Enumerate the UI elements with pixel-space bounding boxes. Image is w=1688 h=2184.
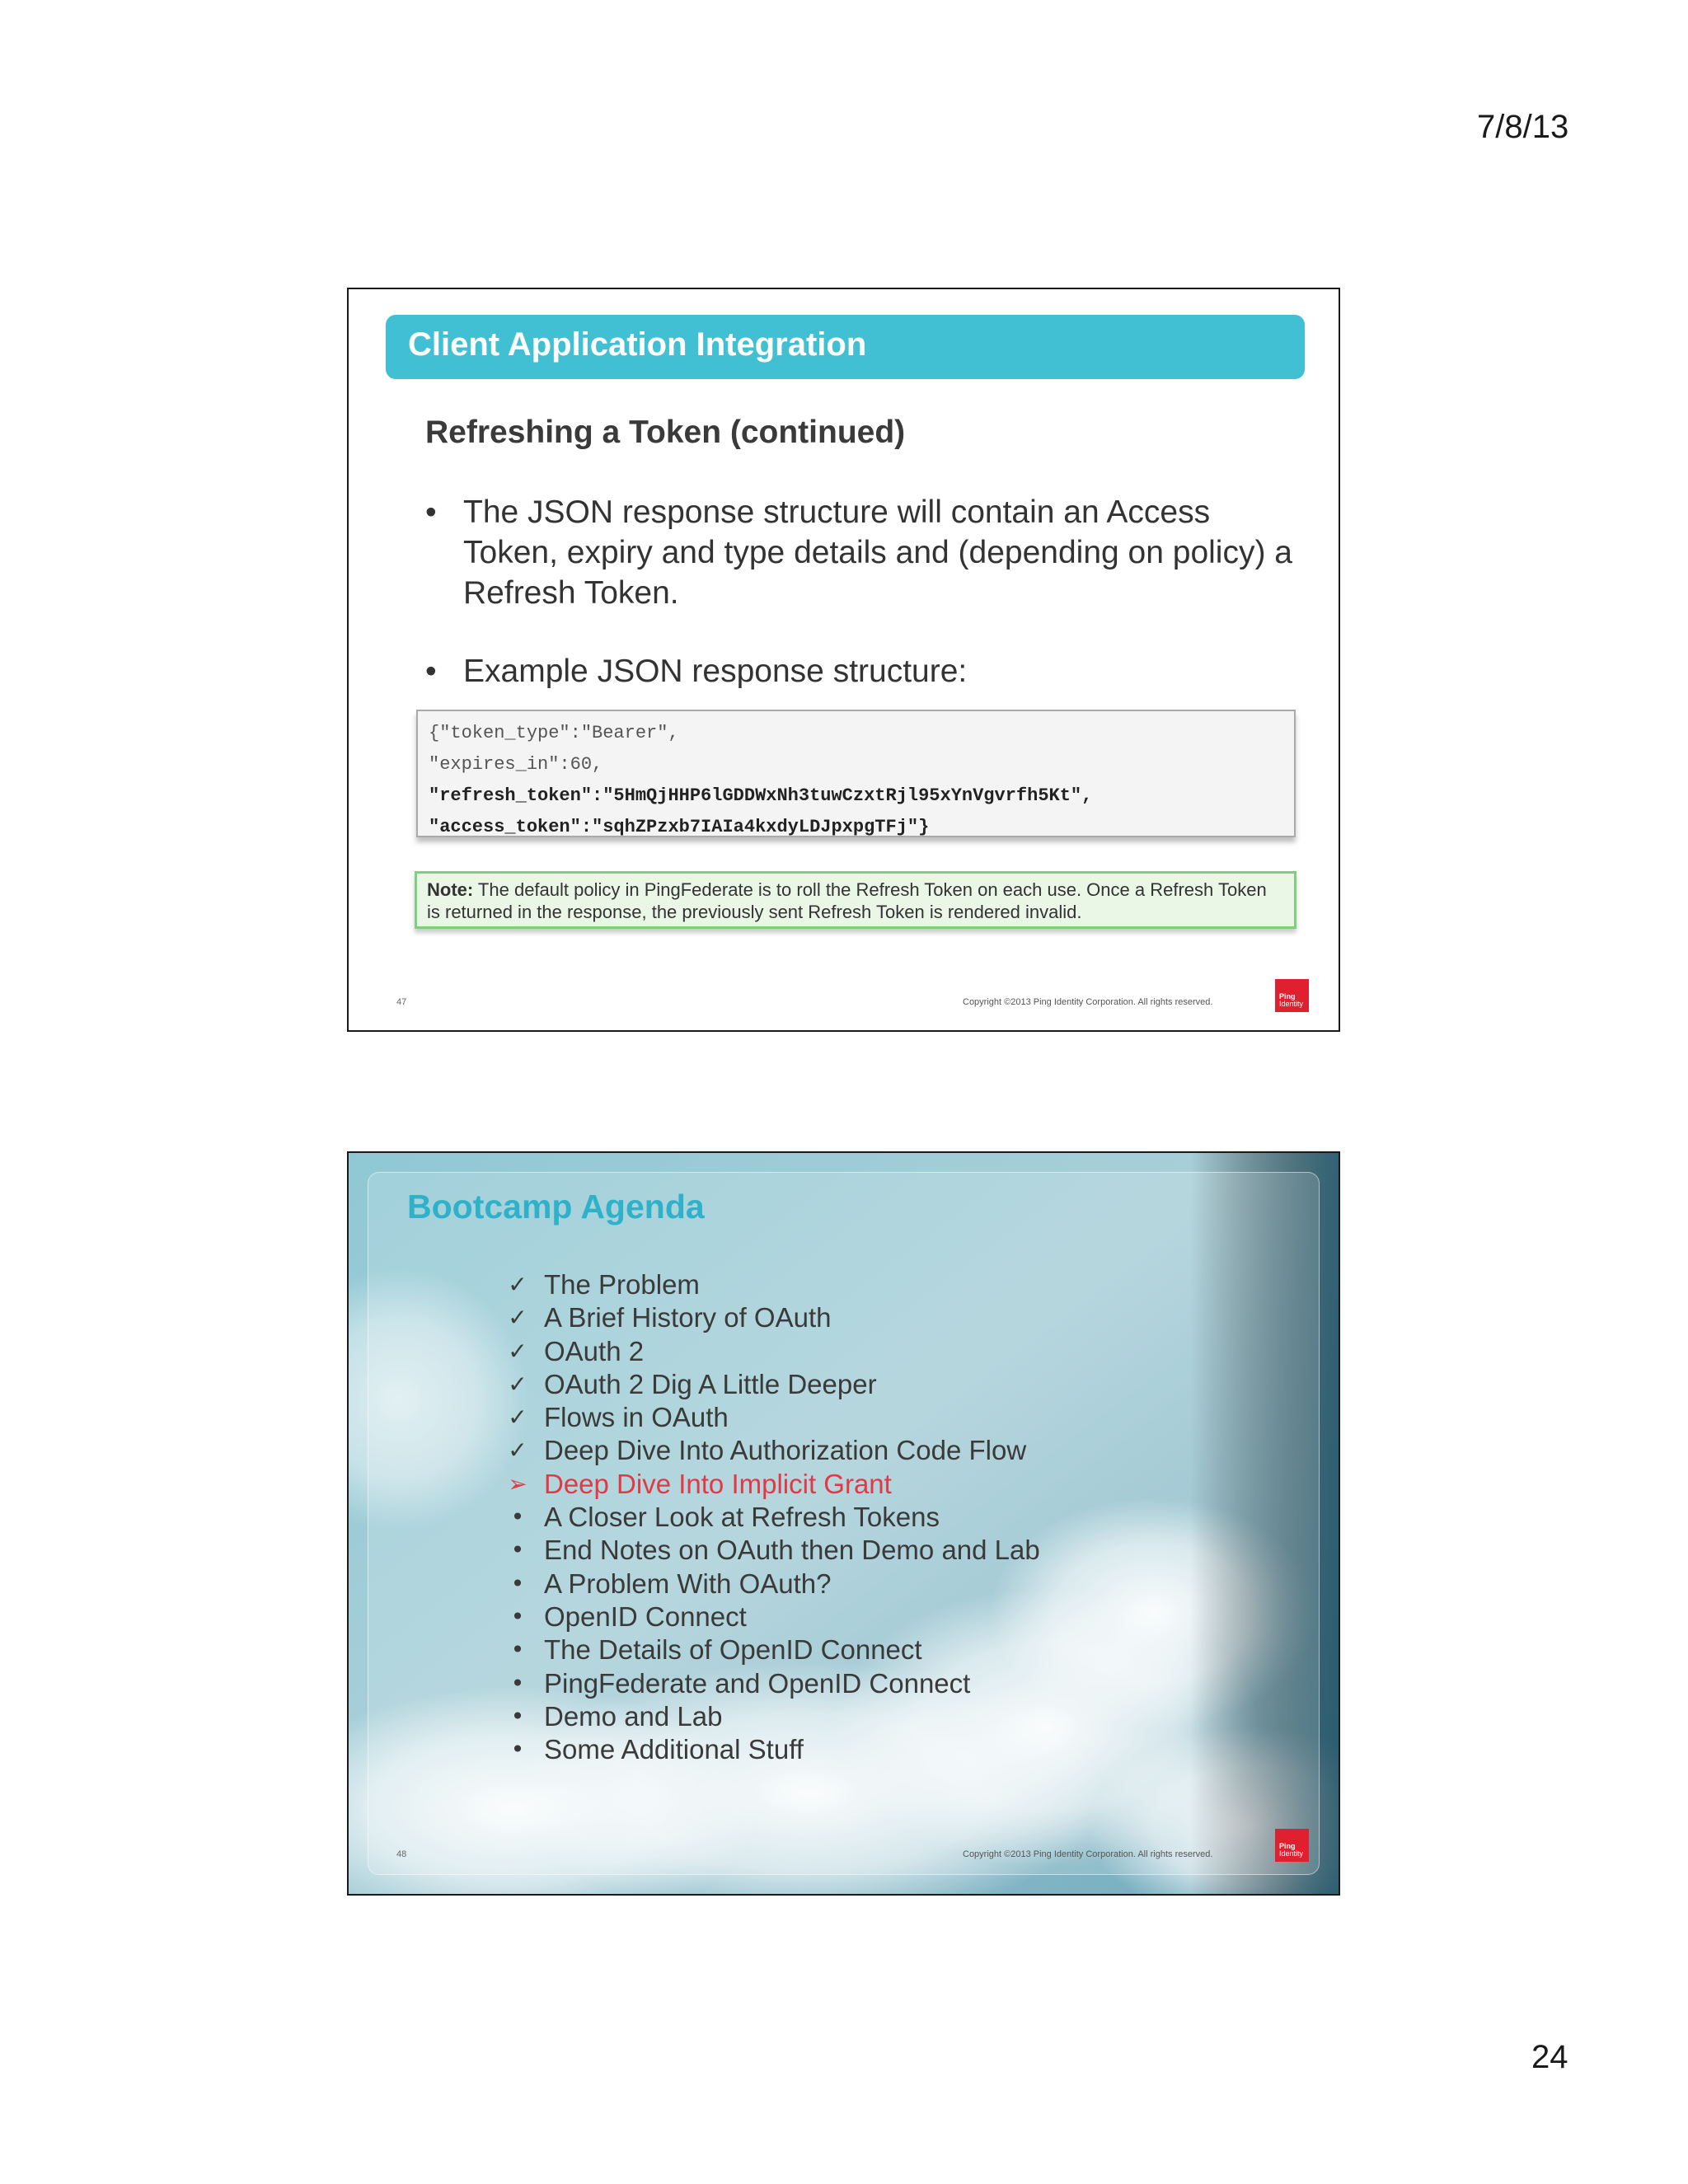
bullet-dot-icon: • [510,1736,525,1764]
agenda-item-text: The Problem [544,1269,700,1300]
bullet-text: The JSON response structure will contain an Access Token, expiry and type details and (depending on policy) a Refresh Token. [463,494,1292,611]
agenda-item [505,1534,1165,1567]
slide-title: Bootcamp Agenda [407,1188,705,1226]
bullet-dot-icon: • [510,1636,525,1664]
agenda-item-text: Some Additional Stuff [544,1734,804,1765]
agenda-item-text: OAuth 2 [544,1335,645,1366]
slide-subtitle: Refreshing a Token (continued) [425,415,906,450]
ping-identity-logo [1275,979,1309,1012]
page-date: 7/8/13 [1477,109,1569,145]
agenda-item-text: Flows in OAuth [544,1402,729,1433]
slide-48 [347,1151,1340,1896]
agenda-item-text: Deep Dive Into Authorization Code Flow [544,1435,1027,1466]
agenda-item [505,1667,1165,1700]
checkmark-icon: ✓ [508,1404,528,1432]
agenda-item-text: PingFederate and OpenID Connect [544,1667,971,1699]
copyright-text: Copyright ©2013 Ping Identity Corporation. All rights reserved. [963,997,1213,1007]
slide-number: 47 [396,997,407,1007]
agenda-item [505,1301,1165,1334]
bullet-dot-icon: • [510,1702,525,1730]
bullet-dot-icon: • [510,1536,525,1564]
checkmark-icon: ✓ [508,1271,528,1298]
bullet-dot-icon: • [510,1602,525,1630]
checkmark-icon: ✓ [508,1370,528,1398]
agenda-item-text: A Brief History of OAuth [544,1302,832,1333]
agenda-item [505,1568,1165,1601]
bullet-dot-icon: • [510,1669,525,1697]
agenda-item [505,1700,1165,1733]
code-line: {"token_type":"Bearer", [429,723,679,743]
agenda-item-text: OpenID Connect [544,1601,747,1632]
logo-text-line2: Identity [1279,1000,1304,1008]
agenda-item-text: End Notes on OAuth then Demo and Lab [544,1535,1040,1566]
agenda-item [505,1434,1165,1467]
bullet-item [425,492,1299,613]
copyright-text: Copyright ©2013 Ping Identity Corporation. All rights reserved. [963,1849,1213,1859]
checkmark-icon: ✓ [508,1436,528,1465]
agenda-item [505,1368,1165,1401]
agenda-item [505,1601,1165,1633]
page-number: 24 [1531,2039,1568,2075]
note-text: The default policy in PingFederate is to roll the Refresh Token on each use. Once a Refresh Token is returned in the response, the previously sent Refresh Token is rendered invalid. [427,879,1267,922]
agenda-item [505,1468,1165,1501]
logo-text-line1: Ping [1279,992,1296,1001]
agenda-item [505,1335,1165,1368]
agenda-item-text: A Problem With OAuth? [544,1568,832,1599]
agenda-item-text: Demo and Lab [544,1700,723,1732]
agenda-list [505,1268,1165,1766]
arrow-bullet-icon: ➢ [508,1469,528,1497]
note-label: Note: [427,879,474,900]
agenda-item-text: The Details of OpenID Connect [544,1634,922,1666]
bullet-dot-icon: • [425,654,437,689]
agenda-item [505,1501,1165,1534]
agenda-item [505,1733,1165,1766]
bullet-list [425,492,1299,691]
json-code-block [416,710,1296,837]
checkmark-icon: ✓ [508,1304,528,1332]
agenda-item-text: Deep Dive Into Implicit Grant [544,1468,892,1499]
bullet-item [425,651,1299,691]
note-box [415,871,1296,929]
agenda-item-text: A Closer Look at Refresh Tokens [544,1502,940,1533]
code-line: "expires_in":60, [429,754,603,775]
code-line: "refresh_token":"5HmQjHHP6lGDDWxNh3tuwCzxtRjl95xYnVgvrfh5Kt", [429,785,1093,806]
bullet-text: Example JSON response structure: [463,654,968,689]
checkmark-icon: ✓ [508,1337,528,1365]
bullet-dot-icon: • [510,1503,525,1531]
bullet-dot-icon: • [425,494,437,530]
slide-header-title: Client Application Integration [408,326,867,363]
slide-number: 48 [396,1849,407,1859]
agenda-item [505,1268,1165,1301]
agenda-item-text: OAuth 2 Dig A Little Deeper [544,1368,877,1399]
logo-text-line2: Identity [1279,1849,1304,1858]
slide-47 [347,288,1340,1032]
ping-identity-logo [1275,1829,1309,1862]
slide-header-bar [386,315,1305,379]
bullet-dot-icon: • [510,1569,525,1597]
agenda-item [505,1401,1165,1434]
agenda-item [505,1633,1165,1666]
code-line: "access_token":"sqhZPzxb7IAIa4kxdyLDJpxpgTFj"} [429,817,930,837]
logo-text-line1: Ping [1279,1842,1296,1850]
